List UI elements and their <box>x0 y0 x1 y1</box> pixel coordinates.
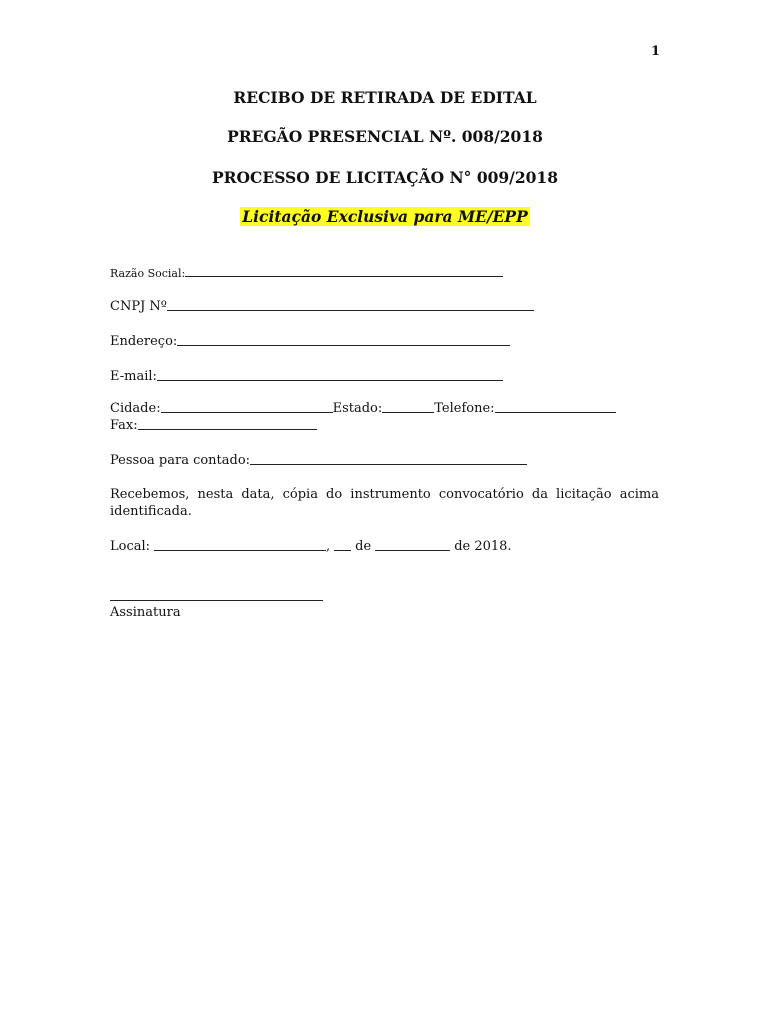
email-field[interactable] <box>157 368 503 381</box>
local-comma: , <box>326 539 331 554</box>
signature-label: Assinatura <box>110 605 181 620</box>
page-number: 1 <box>651 44 661 59</box>
telefone-field[interactable] <box>495 400 616 413</box>
local-label: Local: <box>110 539 151 554</box>
cidade-row <box>110 400 616 416</box>
exclusive-notice-text: Licitação Exclusiva para ME/EPP <box>242 207 528 226</box>
cnpj-field[interactable] <box>167 298 534 311</box>
email-row <box>110 368 503 384</box>
day-field[interactable] <box>334 538 351 551</box>
estado-field[interactable] <box>382 400 434 413</box>
endereco-row <box>110 333 510 349</box>
cidade-field[interactable] <box>161 400 333 413</box>
de-label: de <box>355 539 372 554</box>
endereco-field[interactable] <box>177 333 510 346</box>
estado-label: Estado: <box>332 401 383 416</box>
receipt-paragraph: Recebemos, nesta data, cópia do instrumento convocatório da licitação acima identificada. <box>110 487 659 519</box>
fax-row <box>110 417 317 433</box>
email-label: E-mail: <box>110 369 157 384</box>
month-field[interactable] <box>375 538 450 551</box>
pessoa-row <box>110 452 527 468</box>
pessoa-label: Pessoa para contado: <box>110 453 251 468</box>
signature-line[interactable] <box>110 600 323 601</box>
fax-label: Fax: <box>110 418 138 433</box>
pregao-number: PREGÃO PRESENCIAL Nº. 008/2018 <box>227 127 543 146</box>
local-field[interactable] <box>154 538 326 551</box>
processo-number: PROCESSO DE LICITAÇÃO N° 009/2018 <box>212 168 558 187</box>
cnpj-row <box>110 298 534 314</box>
telefone-label: Telefone: <box>434 401 495 416</box>
pessoa-field[interactable] <box>250 452 527 465</box>
local-row <box>110 538 512 554</box>
year-label: de 2018. <box>454 539 512 554</box>
document-title: RECIBO DE RETIRADA DE EDITAL <box>233 88 537 107</box>
cidade-label: Cidade: <box>110 401 161 416</box>
razao-social-label: Razão Social: <box>110 267 186 280</box>
cnpj-label: CNPJ Nº <box>110 299 167 314</box>
exclusive-notice <box>0 207 770 226</box>
razao-social-field[interactable] <box>185 264 503 277</box>
razao-social-row <box>110 264 503 280</box>
fax-field[interactable] <box>138 417 317 430</box>
endereco-label: Endereço: <box>110 334 178 349</box>
